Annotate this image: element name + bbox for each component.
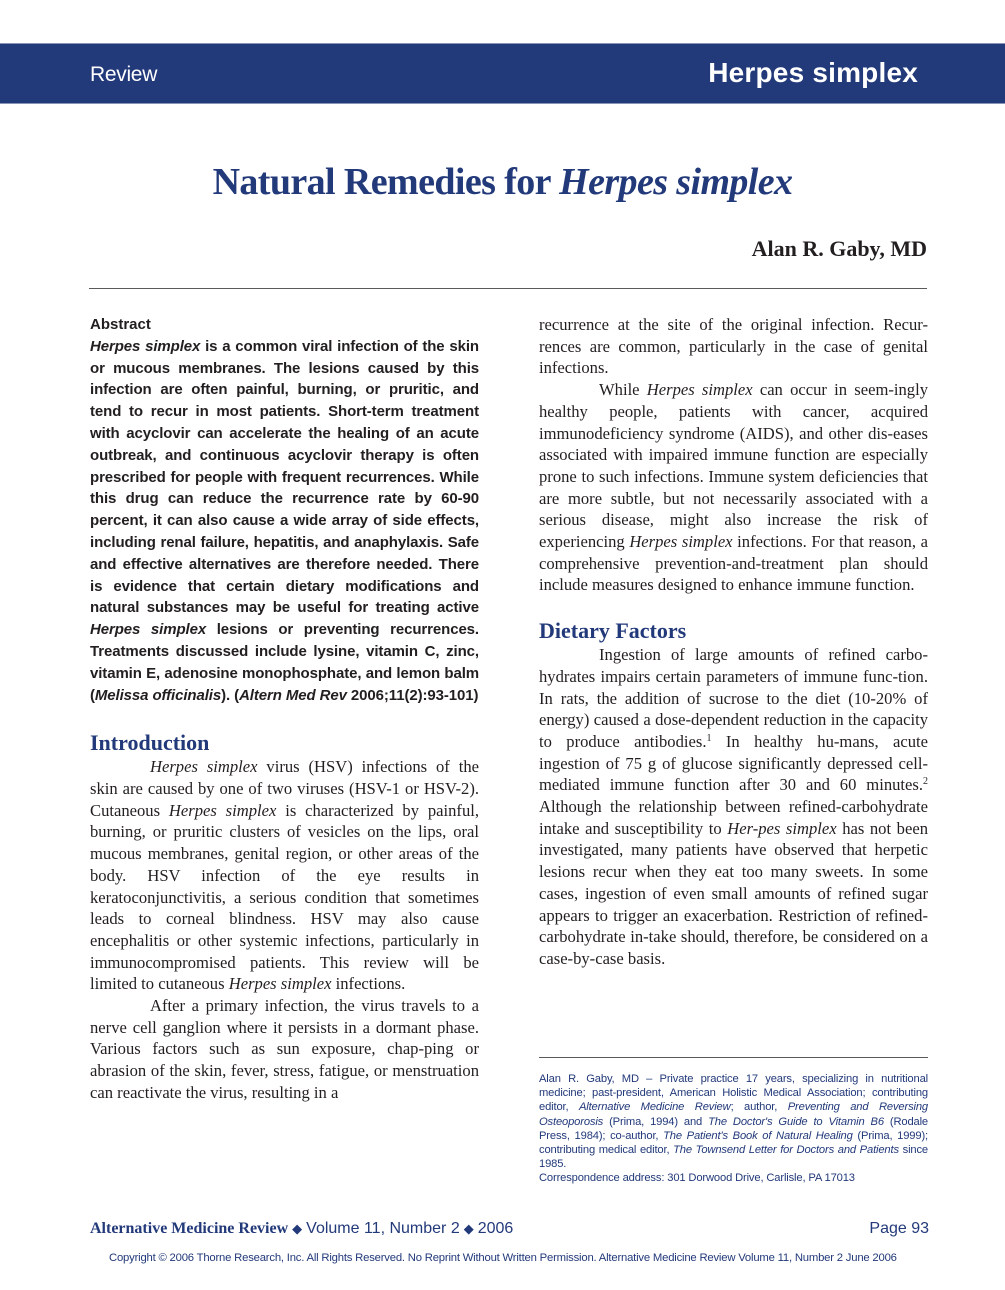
intro-p1-italic-1: Herpes simplex — [150, 757, 258, 777]
reference-2[interactable]: 2 — [923, 776, 928, 788]
section-label: Review — [90, 63, 158, 86]
intro-p1-text-6: infections. — [331, 974, 406, 994]
diamond-icon: ◆ — [292, 1222, 303, 1237]
intro-p3-italic-4: Herpes simplex — [629, 532, 733, 552]
diamond-icon: ◆ — [463, 1222, 474, 1237]
abstract-text-6: ). ( — [221, 686, 240, 704]
title-divider — [89, 288, 927, 289]
bio-italic-10: The Townsend Letter for Doctors and Patients — [673, 1144, 899, 1157]
abstract-citation-journal: Altern Med Rev — [239, 686, 347, 704]
diet-p1-text-1: Ingestion of large amounts of refined carbo-hydrates impairs certain parameters of immune func-tion. In rats, the addition of sucrose to the diet (10-20% of energy) caused a dose-dependent reduction in the capacity to produce antibodies. — [539, 645, 928, 751]
abstract-italic-1: Herpes simplex — [90, 337, 201, 355]
diet-p1-text-3: Although the relationship between refined-carbohydrate intake and susceptibility to — [539, 797, 928, 838]
footer-journal-line — [90, 1220, 513, 1238]
bio-text-11: since 1985. — [539, 1144, 928, 1171]
abstract-text-2: is a common viral infection of the skin or mucous membranes. The lesions caused by this infection are often painful, burning, or pruritic, and tend to recur in most patients. Short-term treatment with acyclovir can accelerate the healing of an acute outbreak, and continuous acyclovir therapy is often prescribed for people with frequent recurrences. While this drug can reduce the recurrence rate by 60-90 percent, it can also cause a wide array of side effects, including renal failure, hepatitis, and anaphylaxis. Safe and effective alternatives are therefore needed. There is evidence that certain dietary modifications and natural substances may be useful for treating active — [90, 337, 479, 617]
introduction-heading: Introduction — [90, 730, 210, 756]
bio-text-5: (Prima, 1994) and — [603, 1115, 709, 1128]
intro-p2-text: After a primary infection, the virus travels to a nerve cell ganglion where it persists in a dormant phase. Various factors such as sun exposure, chap-ping or abrasion of the skin, fever, stress, fatigue, or menstruation can reactivate the virus, resulting in a — [90, 996, 479, 1102]
intro-paragraph-1 — [90, 756, 479, 995]
reference-1[interactable]: 1 — [706, 732, 712, 744]
bio-text-3: ; author, — [730, 1101, 788, 1114]
bio-italic-8: The Patient's Book of Natural Healing — [663, 1129, 853, 1142]
title-italic: Herpes simplex — [559, 161, 793, 203]
abstract-text-4: lesions or preventing recurrences. Treatments discussed include lysine, vitamin C, zinc, vitamin E, adenosine monophosphate, and lemon balm ( — [90, 621, 479, 704]
abstract-italic-5: Melissa officinalis — [94, 686, 222, 704]
left-column — [90, 314, 479, 1104]
bio-text-7: (Rodale Press, 1984); co-author, — [539, 1115, 928, 1142]
footer-year: 2006 — [477, 1220, 514, 1237]
diet-p1-italic-4: Her-pes simplex — [727, 818, 837, 838]
header-band — [0, 43, 1005, 104]
intro-p3-text-1: While — [599, 380, 647, 400]
bio-italic-4: Preventing and Reversing Osteoporosis — [539, 1101, 928, 1128]
abstract-body — [90, 336, 479, 707]
dietary-paragraph-1 — [539, 644, 928, 970]
abstract-italic-3: Herpes simplex — [90, 621, 207, 639]
intro-paragraph-3 — [539, 379, 928, 596]
bio-text-9: (Prima, 1999); contributing medical editor, — [539, 1129, 928, 1157]
abstract-citation: 2006;11(2):93-101) — [346, 686, 479, 704]
correspondence-address: Correspondence address: 301 Dorwood Drive, Carlisle, PA 17013 — [539, 1172, 855, 1185]
intro-p1-text-4: is characterized by painful, burning, or pruritic clusters of vesicles on the lips, oral mucous membranes, genital region, or other areas of the body. HSV infection of the eye results in keratoconjunctivitis, a serious condition that sometimes leads to corneal blindness. HSV may also cause encephalitis or other systemic infections, particularly in immunocompromised patients. This review will be limited to cutaneous — [90, 800, 480, 994]
intro-p1-italic-3: Herpes simplex — [168, 800, 277, 820]
diet-p1-text-5: has not been investigated, many patients have observed that herpetic lesions recur when they eat too many sweets. In some cases, ingestion of even small amounts of refined sugar appears to trigger an exacerbation. Restriction of refined-carbohydrate in-take should, therefore, be considered on a case-by-case basis. — [539, 818, 928, 968]
footer-volume: Volume 11, Number 2 — [306, 1220, 460, 1237]
intro-paragraph-2-continued — [539, 314, 928, 379]
title-plain: Natural Remedies for — [212, 161, 560, 203]
author-bio — [539, 1072, 928, 1171]
bio-italic-6: The Doctor's Guide to Vitamin B6 — [708, 1115, 884, 1128]
bio-italic-2: Alternative Medicine Review — [578, 1101, 731, 1114]
copyright-notice: Copyright © 2006 Thorne Research, Inc. All Rights Reserved. No Reprint Without Written Permission. Alternative Medicine Review Volume 11, Number 2 June 2006 — [109, 1252, 897, 1264]
intro-p3-text-5: infections. For that reason, a comprehensive prevention-and-treatment plan should include measures designed to enhance immune function. — [539, 532, 928, 595]
intro-paragraph-2 — [90, 995, 479, 1104]
footer-journal-name: Alternative Medicine Review — [90, 1220, 289, 1237]
right-column — [539, 314, 928, 970]
intro-p1-text-2: virus (HSV) infections of the skin are caused by one of two viruses (HSV-1 or HSV-2). Cutaneous — [90, 757, 479, 820]
author-footnote — [539, 1072, 928, 1186]
page-number: Page 93 — [869, 1220, 929, 1237]
article-title — [0, 160, 1005, 204]
intro-p2-cont-text: recurrence at the site of the original infection. Recur-rences are common, particularly in the case of genital infections. — [539, 315, 928, 378]
abstract-heading: Abstract — [90, 316, 151, 333]
intro-p1-italic-5: Herpes simplex — [228, 974, 332, 994]
dietary-factors-heading: Dietary Factors — [539, 618, 687, 644]
intro-p3-italic-2: Herpes simplex — [646, 380, 753, 400]
article-author: Alan R. Gaby, MD — [751, 236, 927, 261]
topic-label: Herpes simplex — [708, 57, 918, 88]
diet-p1-text-2: In healthy hu-mans, acute ingestion of 75 g of glucose significantly depressed cell-mediated immune function after 30 and 60 minutes. — [539, 731, 928, 795]
bio-text-1: Alan R. Gaby, MD – Private practice 17 years, specializing in nutritional medicine; past-president, American Holistic Medical Association; contributing editor, — [539, 1073, 928, 1114]
intro-p3-text-3: can occur in seem-ingly healthy people, patients with cancer, acquired immunodeficiency syndrome (AIDS), and other dis-eases associated with impaired immune function are especially prone to such infections. Immune system deficiencies that are more subtle, but not necessarily associated with a serious disease, might also increase the risk of experiencing — [539, 380, 928, 552]
footnote-divider — [539, 1057, 928, 1058]
